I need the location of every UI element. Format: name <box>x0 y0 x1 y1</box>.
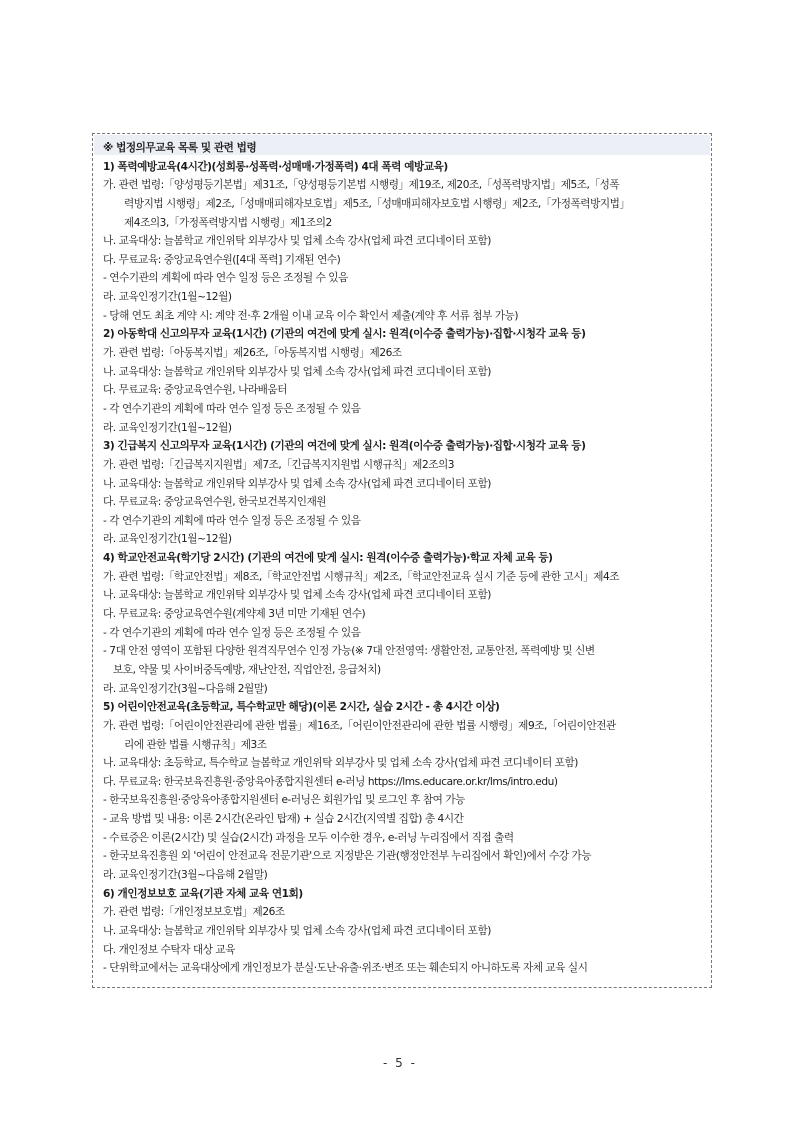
text-line: 리에 관한 법률 시행규칙」제3조 <box>124 738 267 751</box>
section-heading: 6) 개인정보보호 교육(기관 자체 교육 연1회) <box>103 887 303 900</box>
text-line: 가. 관련 법령:「개인정보보호법」제26조 <box>103 906 285 919</box>
mandatory-training-box <box>92 133 712 988</box>
text-line: 가. 관련 법령:「긴급복지지원법」제7조,「긴급복지지원법 시행규칙」제2조의3 <box>103 458 455 471</box>
text-line: 다. 무료교육: 한국보육진흥원·중앙육아종합지원센터 e-러닝 https://lms.educare.or.kr/lms/intro.edu) <box>103 775 558 788</box>
text-line: 라. 교육인정기간(3월~다음해 2월말) <box>103 868 268 881</box>
text-line: 라. 교육인정기간(1월~12월) <box>103 533 232 546</box>
section-heading: ※ 법정의무교육 목록 및 관련 법령 <box>103 142 257 154</box>
text-line: - 7대 안전 영역이 포함된 다양한 원격직무연수 인정 가능(※ 7대 안전영역: 생활안전, 교통안전, 폭력예방 및 신변 <box>103 645 595 658</box>
text-line: 가. 관련 법령:「양성평등기본법」제31조,「양성평등기본법 시행령」제19조, 제20조,「성폭력방지법」제5조,「성폭 <box>103 179 620 192</box>
section-heading: 4) 학교안전교육(학기당 2시간) (기관의 여건에 맞게 실시: 원격(이수증 출력가능)·학교 자체 교육 등) <box>103 552 553 565</box>
text-line: 나. 교육대상: 초등학교, 특수학교 늘봄학교 개인위탁 외부강사 및 업체 소속 강사(업체 파견 코디네이터 포함) <box>103 757 578 770</box>
text-line: 나. 교육대상: 늘봄학교 개인위탁 외부강사 및 업체 소속 강사(업체 파견 코디네이터 포함) <box>103 924 491 937</box>
text-line: 보호, 약물 및 사이버중독예방, 재난안전, 직업안전, 응급처치) <box>113 663 381 676</box>
text-line: 가. 관련 법령:「학교안전법」제8조,「학교안전법 시행규칙」제2조,「학교안전교육 실시 기준 등에 관한 고시」제4조 <box>103 570 620 583</box>
text-line: 나. 교육대상: 늘봄학교 개인위탁 외부강사 및 업체 소속 강사(업체 파견 코디네이터 포함) <box>103 589 491 602</box>
text-line: 가. 관련 법령:「아동복지법」제26조,「아동복지법 시행령」제26조 <box>103 347 402 360</box>
text-line: - 한국보육진흥원 외 '어린이 안전교육 전문기관'으로 지정받은 기관(행정안전부 누리집에서 확인)에서 수강 가능 <box>103 850 592 863</box>
text-line: - 각 연수기관의 계획에 따라 연수 일정 등은 조정될 수 있음 <box>103 402 361 415</box>
section-heading: 2) 아동학대 신고의무자 교육(1시간) (기관의 여건에 맞게 실시: 원격(이수증 출력가능)·집합·시청각 교육 등) <box>103 328 586 341</box>
section-heading: 3) 긴급복지 신고의무자 교육(1시간) (기관의 여건에 맞게 실시: 원격(이수증 출력가능)·집합·시청각 교육 등) <box>103 440 586 453</box>
section-heading: 5) 어린이안전교육(초등학교, 특수학교만 해당)(이론 2시간, 실습 2시간 - 총 4시간 이상) <box>103 701 500 714</box>
text-line: - 각 연수기관의 계획에 따라 연수 일정 등은 조정될 수 있음 <box>103 514 361 527</box>
text-line: - 교육 방법 및 내용: 이론 2시간(온라인 탑재) + 실습 2시간(지역별 집합) 총 4시간 <box>103 813 464 826</box>
text-line: 력방지법 시행령」제2조,「성매매피해자보호법」제5조,「성매매피해자보호법 시행령」제2조,「가정폭력방지법」 <box>124 197 630 210</box>
text-line: 다. 무료교육: 중앙교육연수원(계약제 3년 미만 기재된 연수) <box>103 608 366 621</box>
text-line: 제4조의3,「가정폭력방지법 시행령」제1조의2 <box>124 216 332 229</box>
text-line: - 한국보육진흥원·중앙육아종합지원센터 e-러닝은 회원가입 및 로그인 후 참여 가능 <box>103 794 465 807</box>
text-line: - 연수기관의 계획에 따라 연수 일정 등은 조정될 수 있음 <box>103 272 348 285</box>
text-line: 나. 교육대상: 늘봄학교 개인위탁 외부강사 및 업체 소속 강사(업체 파견 코디네이터 포함) <box>103 235 491 248</box>
text-line: 나. 교육대상: 늘봄학교 개인위탁 외부강사 및 업체 소속 강사(업체 파견 코디네이터 포함) <box>103 365 491 378</box>
text-line: - 수료증은 이론(2시간) 및 실습(2시간) 과정을 모두 이수한 경우, e-러닝 누리집에서 직접 출력 <box>103 831 514 844</box>
page-number: - 5 - <box>383 1056 417 1070</box>
text-line: 나. 교육대상: 늘봄학교 개인위탁 외부강사 및 업체 소속 강사(업체 파견 코디네이터 포함) <box>103 477 491 490</box>
text-line: 라. 교육인정기간(1월~12월) <box>103 421 232 434</box>
text-line: 다. 무료교육: 중앙교육연수원, 나라배움터 <box>103 384 288 397</box>
box-content <box>103 139 703 978</box>
text-line: 다. 무료교육: 중앙교육연수원([4대 폭력] 기재된 연수) <box>103 253 341 266</box>
text-line: 다. 무료교육: 중앙교육연수원, 한국보건복지인재원 <box>103 496 327 509</box>
text-line: - 당해 연도 최초 계약 시: 계약 전·후 2개월 이내 교육 이수 확인서 제출(계약 후 서류 첨부 가능) <box>103 309 519 322</box>
section-heading: 1) 폭력예방교육(4시간)(성희롱·성폭력·성매매·가정폭력) 4대 폭력 예방교육) <box>103 160 448 173</box>
text-line: 라. 교육인정기간(1월~12월) <box>103 291 232 304</box>
text-line: 다. 개인정보 수탁자 대상 교육 <box>103 943 235 956</box>
text-line: - 각 연수기관의 계획에 따라 연수 일정 등은 조정될 수 있음 <box>103 626 361 639</box>
text-line: 가. 관련 법령:「어린이안전관리에 관한 법률」제16조,「어린이안전관리에 관한 법률 시행령」제9조,「어린이안전관 <box>103 719 616 732</box>
text-line: - 단위학교에서는 교육대상에게 개인정보가 분실·도난·유출·위조·변조 또는 훼손되지 아니하도록 자체 교육 실시 <box>103 962 588 975</box>
text-line: 라. 교육인정기간(3월~다음해 2월말) <box>103 682 268 695</box>
